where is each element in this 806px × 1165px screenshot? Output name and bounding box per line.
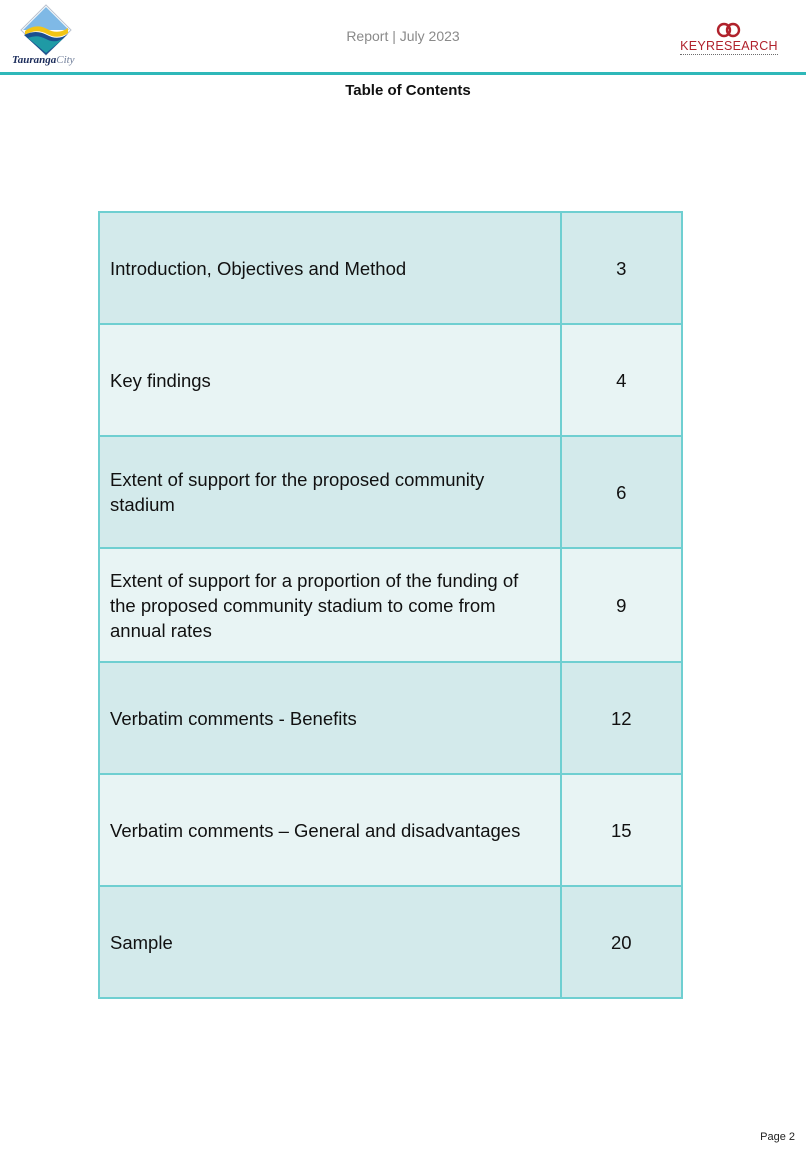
brand-tagline-graphic xyxy=(680,54,778,57)
toc-entry-page[interactable]: 9 xyxy=(561,548,682,662)
toc-row[interactable] xyxy=(99,886,682,998)
brand-name: KEYRESEARCH xyxy=(680,39,778,53)
toc-entry-title[interactable]: Introduction, Objectives and Method xyxy=(99,212,561,324)
key-research-logo xyxy=(672,22,786,58)
city-name: TaurangaCity xyxy=(12,54,75,66)
toc-entry-page[interactable]: 12 xyxy=(561,662,682,774)
toc-row[interactable] xyxy=(99,662,682,774)
toc-entry-page[interactable]: 15 xyxy=(561,774,682,886)
report-date-line: Report | July 2023 xyxy=(346,28,460,44)
toc-entry-page[interactable]: 3 xyxy=(561,212,682,324)
key-research-logo-icon xyxy=(712,22,746,38)
toc-entry-title[interactable]: Verbatim comments – General and disadvantages xyxy=(99,774,561,886)
toc-entry-title[interactable]: Key findings xyxy=(99,324,561,436)
toc-entry-page[interactable]: 20 xyxy=(561,886,682,998)
toc-entry-title[interactable]: Extent of support for the proposed community stadium xyxy=(99,436,561,548)
header-divider xyxy=(0,72,806,75)
toc-row[interactable] xyxy=(99,774,682,886)
toc-row[interactable] xyxy=(99,324,682,436)
toc-entry-title[interactable]: Verbatim comments - Benefits xyxy=(99,662,561,774)
toc-entry-title[interactable]: Sample xyxy=(99,886,561,998)
toc-entry-page[interactable]: 4 xyxy=(561,324,682,436)
page-title: Table of Contents xyxy=(345,82,471,99)
table-of-contents xyxy=(98,211,683,999)
toc-entry-page[interactable]: 6 xyxy=(561,436,682,548)
toc-row[interactable] xyxy=(99,212,682,324)
toc-entry-title[interactable]: Extent of support for a proportion of the funding of the proposed community stadium to come from annual rates xyxy=(99,548,561,662)
page-header xyxy=(0,0,806,74)
toc-row[interactable] xyxy=(99,436,682,548)
toc-row[interactable] xyxy=(99,548,682,662)
page-number: Page 2 xyxy=(760,1131,795,1143)
